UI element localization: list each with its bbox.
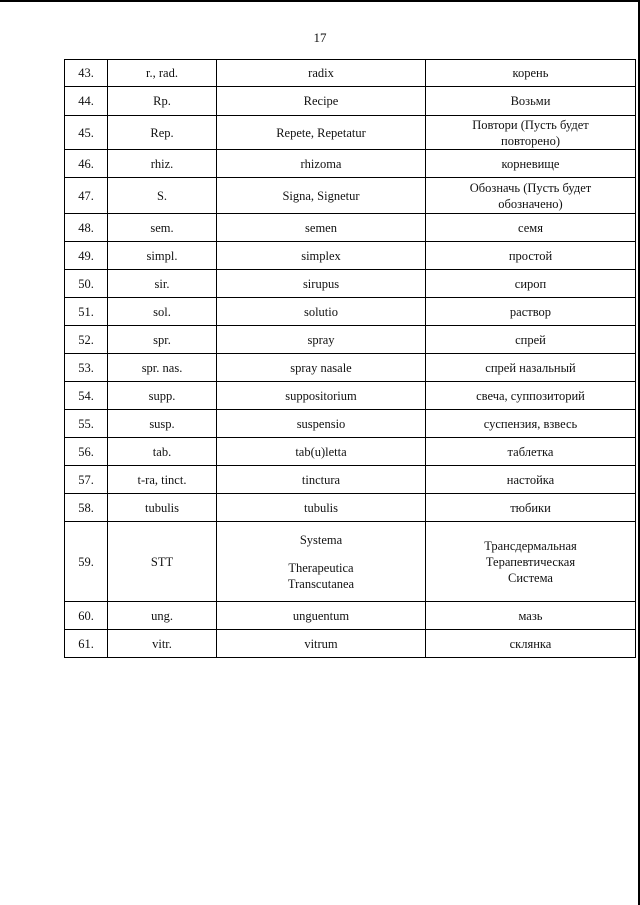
abbreviation-cell: tab. (108, 438, 217, 466)
table-row (65, 522, 636, 602)
table-row (65, 410, 636, 438)
table-row (65, 116, 636, 150)
abbreviation-cell: rhiz. (108, 150, 217, 178)
latin-term-line: Therapeutica (288, 560, 354, 575)
latin-term-cell: radix (217, 60, 426, 87)
table-row (65, 354, 636, 382)
table-row (65, 602, 636, 630)
russian-meaning-line: обозначено) (498, 196, 563, 211)
abbreviation-cell: tubulis (108, 494, 217, 522)
table-row (65, 466, 636, 494)
russian-meaning-cell (426, 178, 636, 214)
table-row (65, 60, 636, 87)
latin-term-cell: tab(u)letta (217, 438, 426, 466)
abbreviations-table (64, 59, 636, 658)
russian-meaning-cell: настойка (426, 466, 636, 494)
table-row (65, 242, 636, 270)
row-number: 56. (65, 438, 108, 466)
table-row (65, 150, 636, 178)
latin-term-cell: tinctura (217, 466, 426, 494)
row-number: 59. (65, 522, 108, 602)
latin-term-cell: Repete, Repetatur (217, 116, 426, 150)
russian-meaning-line: Система (508, 570, 553, 585)
row-number: 60. (65, 602, 108, 630)
russian-meaning-cell: склянка (426, 630, 636, 658)
table-row (65, 270, 636, 298)
abbreviation-cell: sem. (108, 214, 217, 242)
row-number: 52. (65, 326, 108, 354)
abbreviation-cell: r., rad. (108, 60, 217, 87)
latin-term-cell: solutio (217, 298, 426, 326)
latin-term-cell: Signa, Signetur (217, 178, 426, 214)
row-number: 51. (65, 298, 108, 326)
russian-meaning-cell: корень (426, 60, 636, 87)
table-row (65, 298, 636, 326)
russian-meaning-cell (426, 522, 636, 602)
latin-term-cell: Recipe (217, 87, 426, 116)
row-number: 48. (65, 214, 108, 242)
latin-term-cell: sirupus (217, 270, 426, 298)
abbreviation-cell: vitr. (108, 630, 217, 658)
latin-term-cell: spray nasale (217, 354, 426, 382)
row-number: 47. (65, 178, 108, 214)
abbreviation-cell: sol. (108, 298, 217, 326)
russian-meaning-cell: раствор (426, 298, 636, 326)
row-number: 46. (65, 150, 108, 178)
latin-term-line: Transcutanea (287, 576, 355, 591)
row-number: 50. (65, 270, 108, 298)
latin-term-cell: suppositorium (217, 382, 426, 410)
table-row (65, 87, 636, 116)
row-number: 61. (65, 630, 108, 658)
russian-meaning-cell: спрей (426, 326, 636, 354)
latin-term-cell: unguentum (217, 602, 426, 630)
russian-meaning-line: Терапевтическая (485, 554, 576, 569)
russian-meaning-cell: сироп (426, 270, 636, 298)
abbreviation-cell: simpl. (108, 242, 217, 270)
abbreviation-cell: ung. (108, 602, 217, 630)
russian-meaning-line: Обозначь (Пусть будет (469, 180, 592, 195)
row-number: 53. (65, 354, 108, 382)
table-row (65, 326, 636, 354)
table-row (65, 630, 636, 658)
russian-meaning-cell: суспензия, взвесь (426, 410, 636, 438)
latin-term-cell: rhizoma (217, 150, 426, 178)
row-number: 45. (65, 116, 108, 150)
abbreviation-cell: sir. (108, 270, 217, 298)
russian-meaning-cell: тюбики (426, 494, 636, 522)
latin-term-line: Systema (299, 532, 343, 547)
abbreviation-cell: supp. (108, 382, 217, 410)
russian-meaning-cell: семя (426, 214, 636, 242)
table-row (65, 382, 636, 410)
table-row (65, 214, 636, 242)
abbreviation-cell: Rep. (108, 116, 217, 150)
row-number: 44. (65, 87, 108, 116)
table-row (65, 178, 636, 214)
russian-meaning-line: Трансдермальная (484, 538, 577, 553)
abbreviation-cell: Rp. (108, 87, 217, 116)
abbreviation-cell: STT (108, 522, 217, 602)
abbreviation-cell: t-ra, tinct. (108, 466, 217, 494)
latin-term-cell: suspensio (217, 410, 426, 438)
russian-meaning-line: повторено) (501, 133, 560, 148)
row-number: 49. (65, 242, 108, 270)
russian-meaning-cell (426, 116, 636, 150)
row-number: 57. (65, 466, 108, 494)
latin-term-cell (217, 522, 426, 602)
row-number: 58. (65, 494, 108, 522)
russian-meaning-cell: простой (426, 242, 636, 270)
russian-meaning-cell: корневище (426, 150, 636, 178)
abbreviation-cell: S. (108, 178, 217, 214)
latin-term-cell: semen (217, 214, 426, 242)
page-number: 17 (313, 30, 327, 45)
latin-term-cell: vitrum (217, 630, 426, 658)
row-number: 54. (65, 382, 108, 410)
latin-term-cell: spray (217, 326, 426, 354)
row-number: 43. (65, 60, 108, 87)
row-number: 55. (65, 410, 108, 438)
table-row (65, 438, 636, 466)
abbreviation-cell: spr. nas. (108, 354, 217, 382)
russian-meaning-line: Повтори (Пусть будет (472, 117, 589, 132)
table-row (65, 494, 636, 522)
page-border-top (0, 0, 640, 2)
russian-meaning-cell: Возьми (426, 87, 636, 116)
abbreviation-cell: spr. (108, 326, 217, 354)
russian-meaning-cell: мазь (426, 602, 636, 630)
abbreviation-cell: susp. (108, 410, 217, 438)
russian-meaning-cell: таблетка (426, 438, 636, 466)
russian-meaning-cell: свеча, суппозиторий (426, 382, 636, 410)
russian-meaning-cell: спрей назальный (426, 354, 636, 382)
latin-term-cell: simplex (217, 242, 426, 270)
latin-term-cell: tubulis (217, 494, 426, 522)
